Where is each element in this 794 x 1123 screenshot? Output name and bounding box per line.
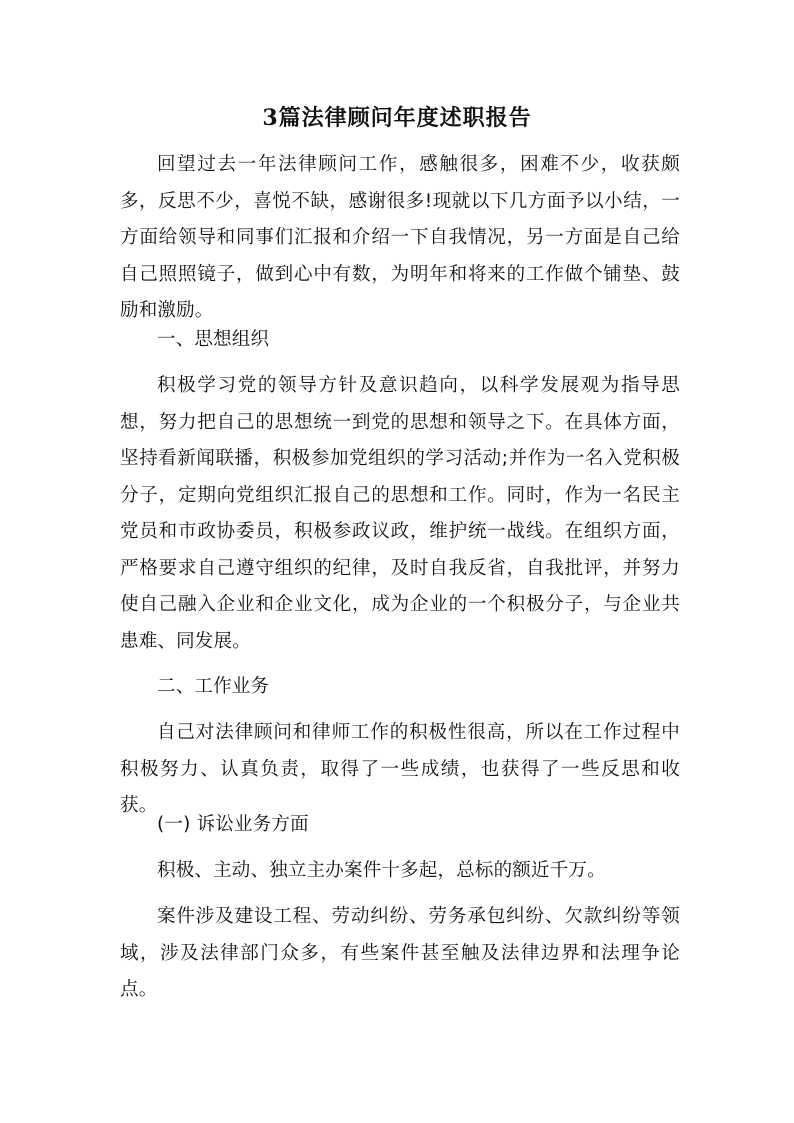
document-title: 3篇法律顾问年度述职报告 bbox=[262, 105, 532, 131]
section-heading-work: 二、工作业务 bbox=[157, 676, 270, 697]
paragraph-work: 自己对法律顾问和律师工作的积极性很高，所以在工作过程中积极努力、认真负责，取得了一些成绩，也获得了一些反思和收获。 bbox=[120, 722, 680, 816]
subsection-heading-litigation: (一) 诉讼业务方面 bbox=[157, 814, 309, 835]
section-heading-ideology: 一、思想组织 bbox=[157, 329, 270, 350]
paragraph-cases-count: 积极、主动、独立主办案件十多起，总标的额近千万。 bbox=[157, 860, 606, 881]
paragraph-ideology: 积极学习党的领导方针及意识趋向，以科学发展观为指导思想，努力把自己的思想统一到党的思想和领导之下。在具体方面，坚持看新闻联播，积极参加党组织的学习活动;并作为一名入党积极分子，定期向党组织汇报自己的思想和工作。同时，作为一名民主党员和市政协委员，积极参政议政，维护统一战线。在组织方面，严格要求自己遵守组织的纪律，及时自我反省，自我批评，并努力使自己融入企业和企业文化，成为企业的一个积极分子，与企业共患难、同发展。 bbox=[120, 375, 680, 652]
paragraph-intro: 回望过去一年法律顾问工作，感触很多，困难不少，收获颇多，反思不少，喜悦不缺，感谢很多!现就以下几方面予以小结，一方面给领导和同事们汇报和介绍一下自我情况，另一方面是自己给自己照照镜子，做到心中有数，为明年和将来的工作做个铺垫、鼓励和激励。 bbox=[120, 154, 680, 321]
paragraph-cases-scope: 案件涉及建设工程、劳动纠纷、劳务承包纠纷、欠款纠纷等领域，涉及法律部门众多，有些案件甚至触及法律边界和法理争论点。 bbox=[120, 906, 680, 1000]
